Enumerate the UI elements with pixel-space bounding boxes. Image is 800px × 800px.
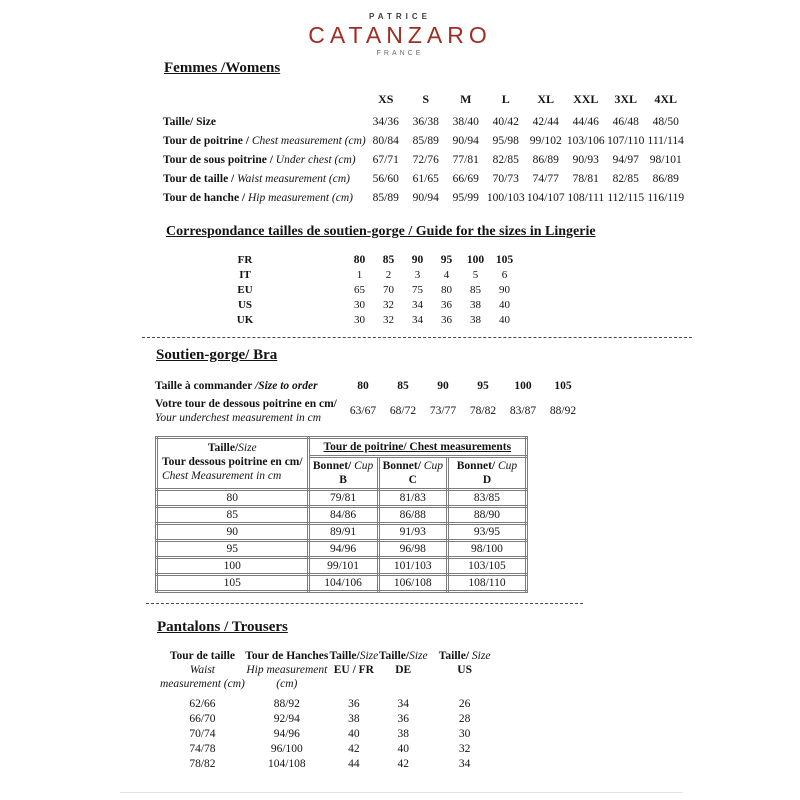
label-line xyxy=(245,663,329,677)
country-label: IT xyxy=(239,268,251,281)
label-text: Taille/ Size xyxy=(163,116,216,128)
label-line xyxy=(329,649,379,663)
label-line xyxy=(452,459,522,473)
label-line xyxy=(163,191,366,205)
value-cell: 34 xyxy=(412,298,423,311)
value-cell: 66/69 xyxy=(452,173,479,186)
label-text: Taille/ xyxy=(378,649,410,662)
trousers-section-heading: Pantalons / Trousers xyxy=(157,619,288,636)
label-line xyxy=(428,663,502,677)
bra-row xyxy=(155,377,583,395)
value-cell: 112/115 xyxy=(607,192,645,205)
value-cell: 92/94 xyxy=(273,712,300,725)
value-cell: 38/40 xyxy=(452,116,479,128)
label-line xyxy=(383,459,443,473)
label-text: Tour de Hanches xyxy=(245,649,329,662)
value-cell: 99/102 xyxy=(529,135,562,148)
page-bottom-divider xyxy=(120,792,683,793)
label-line xyxy=(245,677,329,691)
value-cell: 44/46 xyxy=(572,116,599,128)
column-header-cell xyxy=(428,647,502,696)
value-cell: 100 xyxy=(466,253,485,266)
womens-size-table xyxy=(163,89,686,208)
country-label: FR xyxy=(237,253,253,266)
column-header-cell xyxy=(160,647,245,696)
label-text: Hip measurement xyxy=(246,663,328,676)
size-header-cell: XS xyxy=(378,91,394,106)
value-cell: 78/82 xyxy=(469,405,497,418)
label-text: C xyxy=(408,474,417,487)
size-header-cell: 3XL xyxy=(614,91,638,106)
value-cell: 65 xyxy=(354,283,365,296)
label-text: D xyxy=(482,474,492,487)
size-cell: 85 xyxy=(157,507,309,524)
value-cell: 38 xyxy=(470,298,481,311)
value-cell: 73/77 xyxy=(429,405,457,418)
value-cell: 75 xyxy=(412,283,423,296)
label-text: (cm) xyxy=(276,678,298,690)
label-text: Taille/ xyxy=(207,442,239,455)
value-cell: 40 xyxy=(499,313,510,326)
value-cell: 32 xyxy=(383,313,394,326)
value-cell: 90 xyxy=(411,253,424,266)
value-cell: 38 xyxy=(470,313,481,326)
value-cell: 34 xyxy=(412,313,423,326)
value-cell: 36 xyxy=(397,712,409,725)
label-line xyxy=(155,411,343,425)
value-cell: 94/96 xyxy=(308,541,378,558)
value-cell: 46/48 xyxy=(612,116,639,128)
column-header-cell xyxy=(379,647,428,696)
value-cell: 44 xyxy=(348,757,360,770)
label-text: US xyxy=(457,663,472,676)
brand-logo xyxy=(0,0,800,57)
value-cell: 40 xyxy=(499,298,510,311)
trousers-row xyxy=(160,696,502,711)
label-line xyxy=(155,379,343,393)
value-cell: 80/84 xyxy=(372,135,399,148)
trousers-header-row xyxy=(160,647,502,696)
corner-empty xyxy=(163,89,366,113)
trousers-size-table xyxy=(160,647,502,771)
label-text: Cup xyxy=(354,460,374,473)
womens-measurement-row xyxy=(163,132,686,151)
label-text: Taille/ xyxy=(329,649,360,662)
lingerie-row xyxy=(222,297,519,312)
value-cell: 100/103 xyxy=(486,192,525,205)
value-cell: 88/92 xyxy=(549,405,577,418)
label-text: measurement (cm) xyxy=(160,678,245,690)
size-cell: 90 xyxy=(157,524,309,541)
value-cell: 96/98 xyxy=(378,541,447,558)
cup-table-row xyxy=(157,541,527,558)
value-cell: 82/85 xyxy=(612,173,639,186)
value-cell: 89/91 xyxy=(308,524,378,541)
value-cell: 74/77 xyxy=(532,173,559,186)
country-label: UK xyxy=(236,313,254,326)
value-cell: 94/97 xyxy=(612,154,639,167)
cup-table-row xyxy=(157,558,527,575)
value-cell: 95/98 xyxy=(492,135,519,148)
label-text: Waist xyxy=(189,663,215,676)
value-cell: 3 xyxy=(414,268,421,281)
value-cell: 38 xyxy=(397,727,409,740)
value-cell: 80 xyxy=(353,253,366,266)
value-cell: 78/81 xyxy=(572,173,599,186)
label-text: Your underchest measurement in cm xyxy=(155,412,322,425)
row-label xyxy=(163,170,366,189)
womens-size-header-row xyxy=(163,89,686,113)
size-cell: 100 xyxy=(157,558,309,575)
label-text: Tour de poitrine / xyxy=(163,135,252,148)
value-cell: 96/100 xyxy=(270,742,303,755)
label-line xyxy=(162,455,303,469)
value-cell: 90/94 xyxy=(412,192,439,205)
value-cell: 90/94 xyxy=(452,135,479,148)
size-header-cell: 4XL xyxy=(654,91,678,106)
value-cell: 32 xyxy=(383,298,394,311)
label-text: Cup xyxy=(497,460,518,473)
value-cell: 5 xyxy=(472,268,479,281)
value-cell: 62/66 xyxy=(189,697,216,710)
row-label xyxy=(163,132,366,151)
value-cell: 105 xyxy=(554,380,572,393)
value-cell: 40/42 xyxy=(492,116,519,128)
value-cell: 98/101 xyxy=(649,154,682,167)
trousers-row xyxy=(160,741,502,756)
label-line xyxy=(162,469,303,483)
value-cell: 116/119 xyxy=(647,192,685,205)
label-text: Tour de hanche / xyxy=(163,192,248,205)
label-text: Taille à commander xyxy=(155,380,255,393)
value-cell: 83/87 xyxy=(509,405,537,418)
label-text: B xyxy=(339,474,347,487)
size-header-cell: S xyxy=(422,91,430,106)
womens-section-heading: Femmes /Womens xyxy=(164,60,281,76)
label-text: Under chest (cm) xyxy=(275,154,356,167)
size-header-cell: L xyxy=(501,91,510,106)
bra-section-heading: Soutien-gorge/ Bra xyxy=(156,347,278,364)
label-line xyxy=(313,459,374,473)
value-cell: 86/89 xyxy=(652,173,679,186)
spacer-cell xyxy=(268,267,345,282)
label-line xyxy=(379,663,428,677)
dashed-separator-top xyxy=(142,337,692,338)
value-cell: 42 xyxy=(397,757,409,770)
label-text: Bonnet/ xyxy=(456,460,498,473)
value-cell: 103/105 xyxy=(447,558,526,575)
country-label: EU xyxy=(237,283,253,296)
value-cell: 108/111 xyxy=(567,192,605,205)
label-text: Tour de poitrine/ Chest measurements xyxy=(323,441,512,454)
value-cell: 36/38 xyxy=(412,116,439,128)
value-cell: 2 xyxy=(385,268,392,281)
value-cell: 70/74 xyxy=(189,727,216,740)
label-line xyxy=(160,663,245,677)
value-cell: 70 xyxy=(383,283,394,296)
lingerie-correspondence-table xyxy=(222,252,519,327)
lingerie-row xyxy=(222,252,519,267)
value-cell: 90 xyxy=(499,283,510,296)
value-cell: 101/103 xyxy=(378,558,447,575)
value-cell: 28 xyxy=(458,712,471,725)
value-cell: 103/106 xyxy=(566,135,605,148)
value-cell: 34/36 xyxy=(372,116,399,128)
womens-measurement-row xyxy=(163,189,686,208)
cup-header-cell xyxy=(447,457,526,490)
lingerie-guide-heading: Correspondance tailles de soutien-gorge / Guide for the sizes in Lingerie xyxy=(166,223,596,239)
label-text: /Size to order xyxy=(255,380,318,393)
spacer-cell xyxy=(268,312,345,327)
value-cell: 40 xyxy=(397,742,409,755)
label-line xyxy=(163,172,366,186)
row-label xyxy=(155,377,343,395)
value-cell: 104/108 xyxy=(267,757,306,770)
label-line xyxy=(163,134,366,148)
value-cell: 85 xyxy=(382,253,395,266)
cup-table-row xyxy=(157,575,527,592)
value-cell: 42/44 xyxy=(532,116,559,128)
womens-measurement-row xyxy=(163,170,686,189)
value-cell: 38 xyxy=(348,712,360,725)
value-cell: 34 xyxy=(397,697,409,710)
value-cell: 86/88 xyxy=(378,507,447,524)
label-line xyxy=(160,677,245,691)
label-text: Chest measurement (cm) xyxy=(251,135,366,148)
value-cell: 74/78 xyxy=(189,742,216,755)
value-cell: 70/73 xyxy=(492,173,519,186)
size-header-cell: XXL xyxy=(573,91,599,106)
label-text: Votre tour de dessous poitrine en cm/ xyxy=(155,398,337,411)
column-header-cell xyxy=(329,647,379,696)
value-cell: 1 xyxy=(356,268,363,281)
row-label xyxy=(155,395,343,427)
value-cell: 104/107 xyxy=(526,192,565,205)
value-cell: 81/83 xyxy=(378,490,447,507)
label-text: Size xyxy=(238,442,257,455)
row-label xyxy=(163,113,366,132)
value-cell: 61/65 xyxy=(412,173,439,186)
label-text: Chest Measurement in cm xyxy=(162,470,282,483)
spacer-cell xyxy=(268,282,345,297)
spacer-cell xyxy=(268,297,345,312)
value-cell: 85 xyxy=(397,380,409,393)
lingerie-row xyxy=(222,282,519,297)
label-text: Bonnet/ xyxy=(382,460,424,473)
value-cell: 99/101 xyxy=(308,558,378,575)
label-line xyxy=(162,441,303,455)
womens-measurement-row xyxy=(163,151,686,170)
value-cell: 48/50 xyxy=(652,116,679,128)
value-cell: 85/89 xyxy=(412,135,439,148)
value-cell: 30 xyxy=(354,313,365,326)
value-cell: 95 xyxy=(477,380,489,393)
label-text: Size xyxy=(359,649,379,662)
lingerie-row xyxy=(222,312,519,327)
value-cell: 56/60 xyxy=(372,173,399,186)
corner-header-cell xyxy=(157,438,309,490)
value-cell: 100 xyxy=(514,380,532,393)
label-text: EU / FR xyxy=(333,663,374,676)
value-cell: 82/85 xyxy=(492,154,519,167)
label-text: Tour de taille / xyxy=(163,173,238,186)
label-text: Tour de sous poitrine / xyxy=(163,154,276,167)
trousers-row xyxy=(160,726,502,741)
value-cell: 107/110 xyxy=(607,135,645,148)
cup-header-cell xyxy=(308,457,378,490)
value-cell: 86/89 xyxy=(532,154,559,167)
value-cell: 4 xyxy=(443,268,450,281)
label-text: DE xyxy=(395,663,412,676)
cup-table-row xyxy=(157,524,527,541)
womens-measurement-row xyxy=(163,113,686,132)
cup-table-row xyxy=(157,490,527,507)
value-cell: 80 xyxy=(357,380,369,393)
bra-row xyxy=(155,395,583,427)
value-cell: 6 xyxy=(501,268,508,281)
value-cell: 95/99 xyxy=(452,192,479,205)
chest-measurements-header-cell xyxy=(308,438,526,457)
value-cell: 80 xyxy=(441,283,452,296)
value-cell: 111/114 xyxy=(647,135,684,148)
label-text: Bonnet/ xyxy=(312,460,355,473)
value-cell: 36 xyxy=(441,298,452,311)
value-cell: 104/106 xyxy=(308,575,378,592)
label-text: Hip measurement (cm) xyxy=(248,192,353,205)
value-cell: 79/81 xyxy=(308,490,378,507)
value-cell: 88/90 xyxy=(447,507,526,524)
label-line xyxy=(163,115,366,129)
label-line xyxy=(379,649,428,663)
label-line xyxy=(313,440,522,454)
value-cell: 90/93 xyxy=(572,154,599,167)
label-line xyxy=(160,649,245,663)
value-cell: 85 xyxy=(470,283,481,296)
label-text: Tour de taille xyxy=(169,649,236,662)
value-cell: 94/96 xyxy=(273,727,300,740)
label-line xyxy=(383,473,443,487)
size-cell: 95 xyxy=(157,541,309,558)
value-cell: 66/70 xyxy=(189,712,216,725)
value-cell: 90 xyxy=(437,380,449,393)
size-header-cell: M xyxy=(460,91,472,106)
row-label xyxy=(163,151,366,170)
value-cell: 30 xyxy=(354,298,365,311)
value-cell: 72/76 xyxy=(412,154,439,167)
label-line xyxy=(313,473,374,487)
value-cell: 83/85 xyxy=(447,490,526,507)
spacer-cell xyxy=(268,252,345,267)
label-text: Size xyxy=(409,649,428,662)
dashed-separator-bottom xyxy=(146,603,583,604)
cup-table-row xyxy=(157,507,527,524)
value-cell: 88/92 xyxy=(273,697,300,710)
label-line xyxy=(163,153,366,167)
logo-france-text: FRANCE xyxy=(376,50,424,57)
value-cell: 91/93 xyxy=(378,524,447,541)
value-cell: 63/67 xyxy=(349,405,377,418)
value-cell: 30 xyxy=(458,727,471,740)
value-cell: 77/81 xyxy=(452,154,479,167)
value-cell: 40 xyxy=(348,727,360,740)
column-header-cell xyxy=(245,647,329,696)
value-cell: 67/71 xyxy=(372,154,399,167)
value-cell: 78/82 xyxy=(189,757,216,770)
size-cell: 105 xyxy=(157,575,309,592)
country-label: US xyxy=(237,298,253,311)
label-line xyxy=(245,649,329,663)
label-text: Cup xyxy=(423,460,443,473)
value-cell: 105 xyxy=(495,253,514,266)
value-cell: 85/89 xyxy=(372,192,399,205)
logo-catanzaro-text: CATANZARO xyxy=(308,22,492,48)
value-cell: 98/100 xyxy=(447,541,526,558)
trousers-row xyxy=(160,756,502,771)
row-label xyxy=(163,189,366,208)
label-line xyxy=(329,663,379,677)
value-cell: 42 xyxy=(348,742,360,755)
value-cell: 108/110 xyxy=(447,575,526,592)
value-cell: 95 xyxy=(440,253,453,266)
value-cell: 106/108 xyxy=(378,575,447,592)
value-cell: 93/95 xyxy=(447,524,526,541)
value-cell: 84/86 xyxy=(308,507,378,524)
label-text: Size xyxy=(471,649,491,662)
value-cell: 26 xyxy=(458,697,471,710)
cup-header-row-1 xyxy=(157,438,527,457)
label-text: Waist measurement (cm) xyxy=(237,173,350,186)
label-line xyxy=(428,649,502,663)
value-cell: 68/72 xyxy=(389,405,417,418)
label-text: Taille/ xyxy=(438,649,472,662)
lingerie-row xyxy=(222,267,519,282)
size-header-cell: XL xyxy=(537,91,555,106)
value-cell: 32 xyxy=(458,742,471,755)
logo-patrice-text: PATRICE xyxy=(369,12,431,21)
cup-header-cell xyxy=(378,457,447,490)
size-cell: 80 xyxy=(157,490,309,507)
value-cell: 36 xyxy=(348,697,360,710)
bra-cup-table xyxy=(155,436,528,593)
bra-order-table xyxy=(155,377,583,427)
trousers-row xyxy=(160,711,502,726)
label-line xyxy=(452,473,522,487)
label-text: Tour dessous poitrine en cm/ xyxy=(162,456,303,469)
label-line xyxy=(155,397,343,411)
value-cell: 34 xyxy=(458,757,471,770)
value-cell: 36 xyxy=(441,313,452,326)
